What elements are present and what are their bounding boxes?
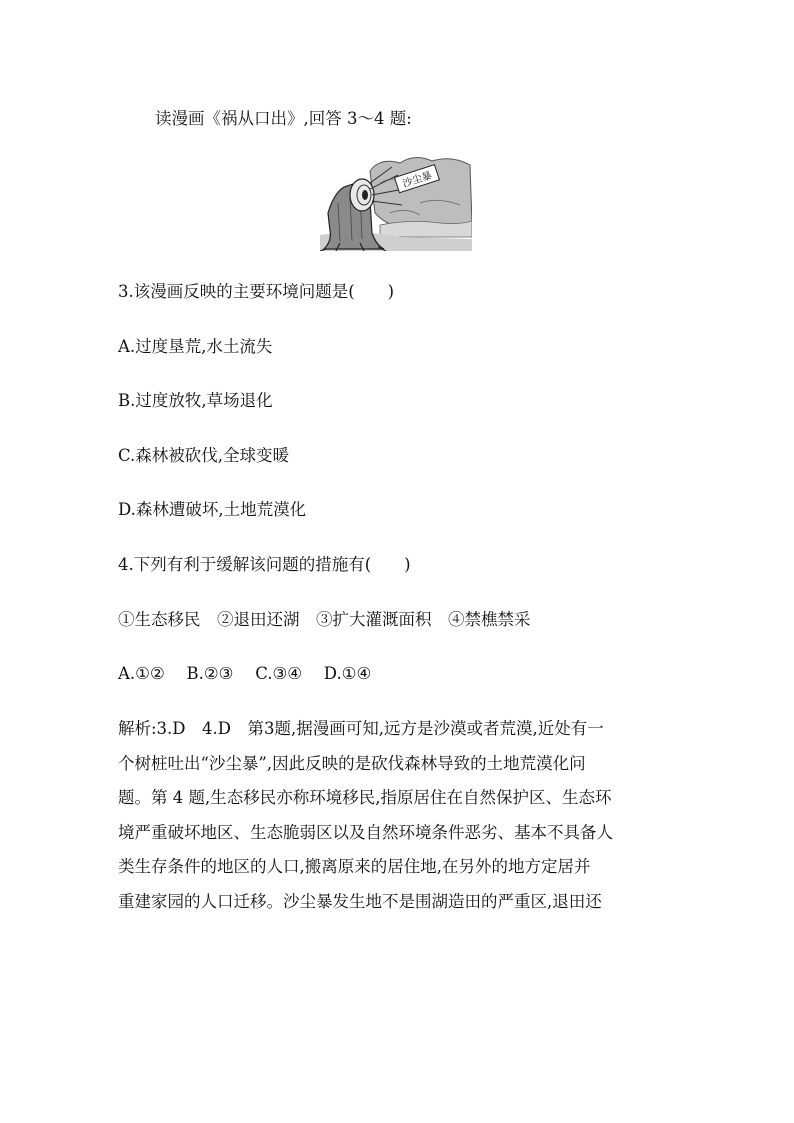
q4-options: A.①② B.②③ C.③④ D.①④ [118,664,372,683]
q4-stem: 4.下列有利于缓解该问题的措施有( ) [118,555,411,574]
analysis-line: 境严重破坏地区、生态脆弱区以及自然环境条件恶劣、基本不具备人 [118,822,613,842]
analysis-line: 类生存条件的地区的人口,搬离原来的居住地,在另外的地方定居并 [118,857,591,876]
analysis-line: 重建家园的人口迁移。沙尘暴发生地不是围湖造田的严重区,退田还 [118,891,602,911]
q3-option-b: B.过度放牧,草场退化 [118,391,273,410]
analysis-line: 个树桩吐出“沙尘暴”,因此反映的是砍伐森林导致的土地荒漠化问 [118,753,586,773]
q3-option-c: C.森林被砍伐,全球变暖 [118,446,290,465]
q3-option-a: A.过度垦荒,水土流失 [118,337,273,356]
cartoon-caption: 沙尘暴 [401,170,434,190]
analysis-line: 解析:3.D 4.D 第3题,据漫画可知,远方是沙漠或者荒漠,近处有一 [118,719,604,738]
q4-measures: ①生态移民 ②退田还湖 ③扩大灌溉面积 ④禁樵禁采 [118,610,531,629]
sandstorm-cartoon-image [320,153,472,251]
q3-option-d: D.森林遭破坏,土地荒漠化 [118,500,307,519]
analysis-paragraph [118,719,678,926]
q3-stem: 3.该漫画反映的主要环境问题是( ) [118,282,395,301]
intro-text: 读漫画《祸从口出》,回答 3～4 题: [155,109,412,128]
analysis-line: 题。第 4 题,生态移民亦称环境移民,指原居住在自然保护区、生态环 [118,788,612,807]
